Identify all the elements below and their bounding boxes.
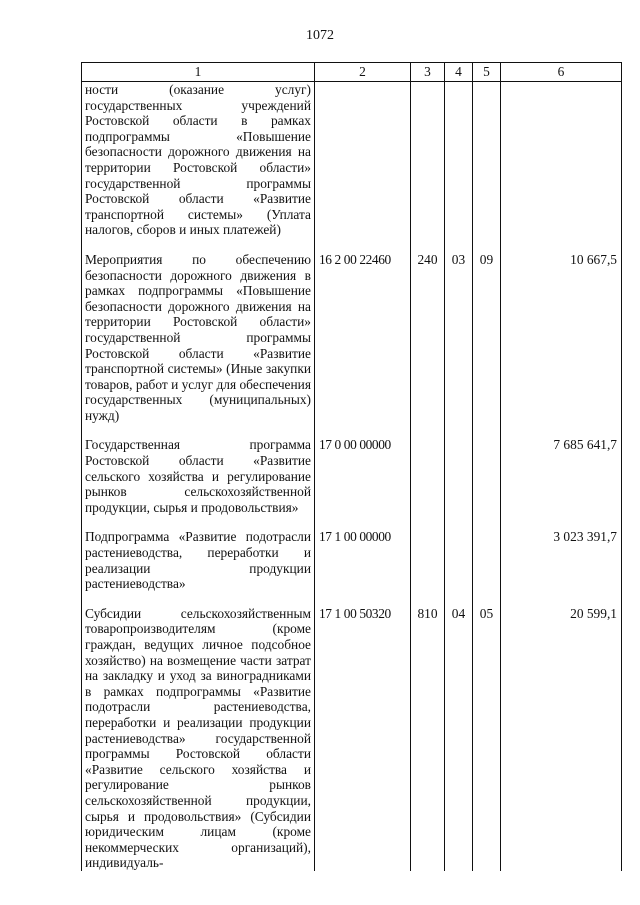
row-target-code: 17 1 00 50320 — [315, 606, 411, 871]
row-section: 04 — [445, 606, 473, 871]
row-amount: 7 685 641,7 — [501, 437, 622, 515]
column-header-6: 6 — [501, 63, 622, 82]
row-amount: 10 667,5 — [501, 252, 622, 424]
table-row — [82, 529, 622, 591]
column-header-3: 3 — [411, 63, 445, 82]
row-section — [445, 529, 473, 591]
row-spacer — [82, 238, 622, 252]
row-description: ности (оказание услуг) государственных учреждений Ростовской области в рамках подпрограммы «Повышение безопасности дорожного движения на территории Ростовской области» государственной программы Ростовской области «Развитие транспортной системы» (Уплата налогов, сборов и иных платежей) — [82, 82, 315, 238]
row-amount: 3 023 391,7 — [501, 529, 622, 591]
row-expense-type: 810 — [411, 606, 445, 871]
row-spacer — [82, 515, 622, 529]
row-expense-type — [411, 437, 445, 515]
row-target-code: 16 2 00 22460 — [315, 252, 411, 424]
row-description: Субсидии сельскохозяйственным товаропроизводителям (кроме граждан, ведущих личное подсобное хозяйство) на возмещение части затрат на закладку и уход за виноградниками в рамках подпрограммы «Развитие подотрасли растениеводства, переработки и реализации продукции растениеводства» государственной программы Ростовской области «Развитие сельского хозяйства и регулирование рынков сельскохозяйственной продукции, сырья и продовольствия» (Субсидии юридическим лицам (кроме некоммерческих организаций), индивидуаль- — [82, 606, 315, 871]
row-section: 03 — [445, 252, 473, 424]
row-subsection — [473, 82, 501, 238]
row-subsection: 05 — [473, 606, 501, 871]
row-subsection — [473, 529, 501, 591]
row-target-code: 17 1 00 00000 — [315, 529, 411, 591]
row-amount: 20 599,1 — [501, 606, 622, 871]
column-header-5: 5 — [473, 63, 501, 82]
column-header-1: 1 — [82, 63, 315, 82]
table-header-row — [82, 63, 622, 82]
row-target-code — [315, 82, 411, 238]
row-spacer — [82, 592, 622, 606]
page-number: 1072 — [306, 28, 334, 43]
row-expense-type: 240 — [411, 252, 445, 424]
row-subsection — [473, 437, 501, 515]
table-row — [82, 82, 622, 238]
row-section — [445, 82, 473, 238]
table-row — [82, 606, 622, 871]
column-header-2: 2 — [315, 63, 411, 82]
row-spacer — [82, 423, 622, 437]
row-description: Мероприятия по обеспечению безопасности дорожного движения в рамках подпрограммы «Повышение безопасности дорожного движения на территории Ростовской области» государственной программы Ростовской области «Развитие транспортной системы» (Иные закупки товаров, работ и услуг для обеспечения государственных (муниципальных) нужд) — [82, 252, 315, 424]
row-subsection: 09 — [473, 252, 501, 424]
row-description: Подпрограмма «Развитие подотрасли растениеводства, переработки и реализации продукции растениеводства» — [82, 529, 315, 591]
table-row — [82, 437, 622, 515]
table-row — [82, 252, 622, 424]
row-section — [445, 437, 473, 515]
row-description: Государственная программа Ростовской области «Развитие сельского хозяйства и регулирование рынков сельскохозяйственной продукции, сырья и продовольствия» — [82, 437, 315, 515]
row-target-code: 17 0 00 00000 — [315, 437, 411, 515]
row-expense-type — [411, 529, 445, 591]
row-expense-type — [411, 82, 445, 238]
budget-table — [81, 62, 622, 871]
column-header-4: 4 — [445, 63, 473, 82]
row-amount — [501, 82, 622, 238]
